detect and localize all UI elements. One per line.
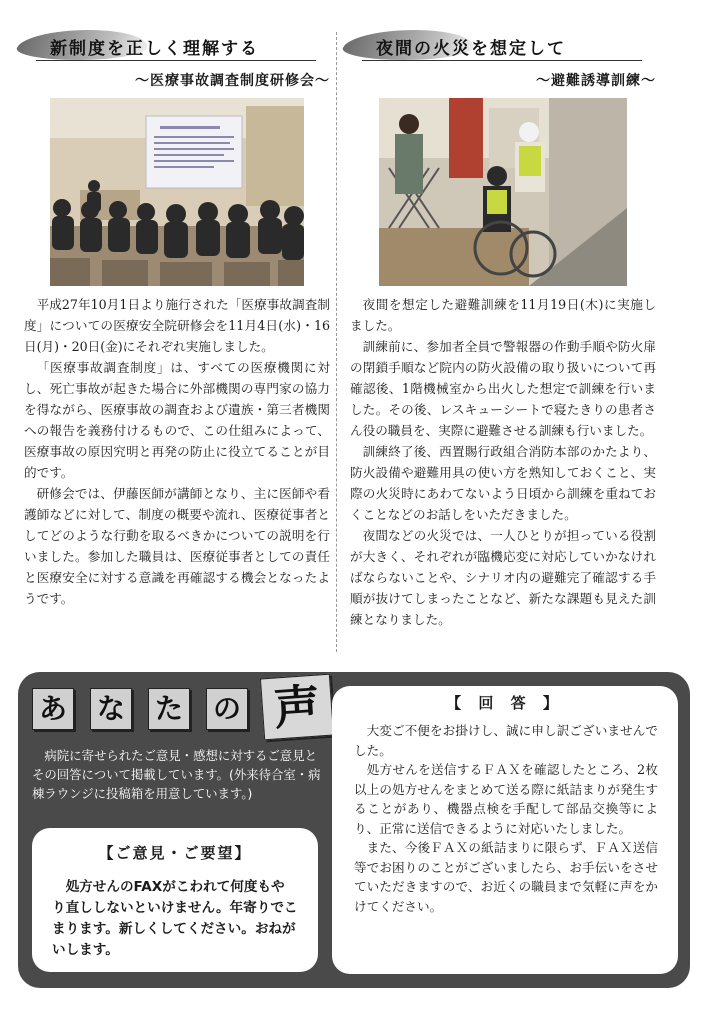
- title-underline: [362, 60, 642, 61]
- right-title-block: [350, 30, 656, 70]
- opinion-text: 処方せんのFAXがこわれて何度もやり直ししないといけません。年寄りでこまります。新しくしてください。おねがいします。: [52, 879, 298, 958]
- column-divider: [336, 32, 337, 652]
- answer-paragraph: また、今後ＦＡＸの紙詰まりに限らず、ＦＡＸ送信等でお困りのことがございましたら、お手伝いをさせていただきますので、お近くの職員まで気軽に声をかけてください。: [354, 840, 658, 914]
- opinion-box: [32, 828, 318, 972]
- left-paragraph: 「医療事故調査制度」は、すべての医療機関に対し、死亡事故が起きた場合に外部機関の専門家の協力を得ながら、医療事故の調査および遺族・第三者機関への報告を義務付けるもので、この仕組みによって、医療事故の原因究明と再発の防止に役立てることが目的です。: [24, 360, 330, 480]
- right-paragraph: 夜間などの火災では、一人ひとりが担っている役割が大きく、それぞれが臨機応変に対応していかなければならないことや、シナリオ内の避難完了確認する手順が抜けてしまったことなど、新たな課題も見えた訓練となりました。: [350, 528, 656, 627]
- seminar-photo: [50, 98, 304, 286]
- evacuation-drill-photo: [379, 98, 627, 286]
- voice-heading-char: あ: [32, 688, 74, 730]
- right-article-subtitle: ～避難誘導訓練～: [536, 73, 656, 89]
- answer-body: [332, 713, 678, 916]
- voice-big-char: 声: [260, 674, 334, 741]
- answer-paragraph: 大変ご不便をお掛けし、誠に申し訳ございませんでした。: [354, 723, 658, 758]
- right-paragraph: 訓練前に、参加者全員で警報器の作動手順や防火扉の閉鎖手順など院内の防火設備の取り扱いについて再確認後、1階機械室から出火した想定で訓練を行いました。その後、レスキューシートで寝たきりの患者さん役の職員を、実際に避難させる訓練も行いました。: [350, 339, 656, 438]
- left-paragraph: 研修会では、伊藤医師が講師となり、主に医師や看護師などに対して、制度の概要や流れ、医療従事者としてどのような行動を取るべきかについての説明を行いました。参加した職員は、医療従事者としての責任と医療安全に対する意識を再確認する機会となったようです。: [24, 486, 330, 606]
- left-title-block: [24, 30, 330, 70]
- right-article-body: [350, 294, 656, 630]
- answer-heading: 【 回 答 】: [446, 694, 564, 712]
- left-paragraph: 平成27年10月1日より施行された「医療事故調査制度」についての医療安全院研修会を11月4日(水)・16日(月)・20日(金)にそれぞれ実施しました。: [24, 297, 330, 354]
- title-underline: [36, 60, 316, 61]
- voice-heading-char: た: [148, 688, 190, 730]
- right-paragraph: 訓練終了後、西置賜行政組合消防本部のかたより、防火設備や避難用具の使い方を熟知しておくこと、実際の火災時にあわてないよう日頃から訓練を重ねておくことなどのお話しをいただきました。: [350, 444, 656, 522]
- answer-paragraph: 処方せんを送信するＦＡＸを確認したところ、2枚以上の処方せんをまとめて送る際に紙詰まりが発生することがあり、機器点検を手配して部品交換等により、正常に送信できるように対応いたしました。: [354, 762, 658, 836]
- left-article: [24, 30, 330, 609]
- voice-heading-char: の: [206, 688, 248, 730]
- opinion-heading: 【ご意見・ご要望】: [98, 844, 252, 862]
- right-article-title: 夜間の火災を想定して: [376, 39, 566, 59]
- your-voice-panel: [18, 672, 690, 988]
- answer-box: [332, 686, 678, 974]
- voice-heading-char: な: [90, 688, 132, 730]
- voice-intro: [32, 746, 322, 803]
- left-article-subtitle: ～医療事故調査制度研修会～: [135, 73, 330, 89]
- right-article: [350, 30, 656, 630]
- right-paragraph: 夜間を想定した避難訓練を11月19日(木)に実施しました。: [350, 297, 656, 333]
- opinion-body: [32, 863, 318, 961]
- voice-intro-text: 病院に寄せられたご意見・感想に対するご意見とその回答について掲載しています。(外来待合室・病棟ラウンジに投稿箱を用意しています。): [32, 748, 321, 801]
- left-article-body: [24, 294, 330, 609]
- left-article-title: 新制度を正しく理解する: [50, 39, 259, 59]
